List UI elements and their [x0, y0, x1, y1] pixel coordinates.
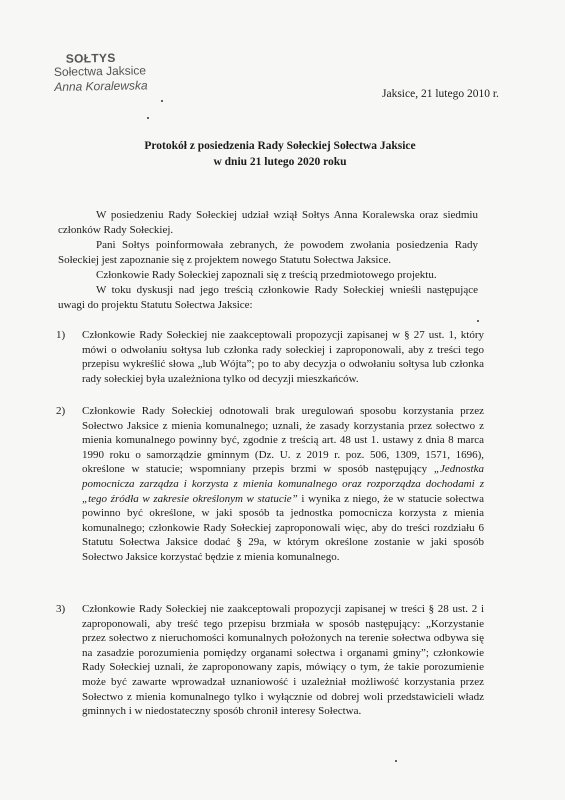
- title-line-2: w dniu 21 lutego 2020 roku: [213, 156, 347, 168]
- place-date: Jaksice, 21 lutego 2010 r.: [382, 88, 499, 100]
- item-text: Członkowie Rady Sołeckiej nie zaakceptowali propozycji zapisanej w § 27 ust. 1, który mówi o odwołaniu sołtysa lub członka rady sołeckiej i zaproponowali, aby z treści tego przepisu wykreślić słowa „lub Wójta”; po to aby decyzja o odwołaniu sołtysa lub członka rady sołeckiej była uzależniona tylko od decyzji mieszkańców.: [82, 329, 484, 385]
- speck-mark: [147, 117, 149, 119]
- paragraph-review: Członkowie Rady Sołeckiej zapoznali się z treścią przedmiotowego projektu.: [96, 269, 437, 281]
- item-number: 1): [56, 329, 66, 341]
- stamp-title: SOŁTYS: [65, 50, 116, 66]
- paragraph-purpose: Pani Sołtys poinformowała zebranych, że powodem zwołania posiedzenia Rady Sołeckiej jest zapoznanie się z projektem nowego Statutu Sołectwa Jaksice.: [58, 239, 478, 266]
- item-text-part-b: i wynika z niego, że w statucie sołectwa powinno być określone, w jaki sposób ta jednostka pomocnicza korzysta z mienia komunalnego; członkowie Rady Sołeckiej zaproponowali więc, aby do treści rozdziału 6 Statutu Sołectwa Jaksice dodać § 29a, w którym określone zostanie w jaki sposób Sołectwo Jaksice korzystać będzie z mienia komunalnego.: [82, 492, 485, 563]
- remark-item-3: [56, 602, 484, 719]
- speck-mark: [395, 760, 397, 762]
- item-text-part-a: Członkowie Rady Sołeckiej odnotowali brak uregulowań sposobu korzystania przez Sołectwo Jaksice z mienia komunalnego; uznali, że zasady korzystania przez sołectwo z mienia komunalnego powinny być, zgodnie z treścią art. 48 ust 1. ustawy z dnia 8 marca 1990 roku o samorządzie gminnym (Dz. U. z 2019 r. poz. 506, 1309, 1571, 1696), określone w statucie; wspomniany przepis brzmi w sposób następujący: [82, 405, 484, 476]
- paragraph-attendance: W posiedzeniu Rady Sołeckiej udział wziął Sołtys Anna Koralewska oraz siedmiu członków Rady Sołeckiej.: [58, 209, 478, 236]
- document-title: [130, 138, 430, 170]
- remark-item-2: [56, 404, 484, 565]
- paragraph-discussion: W toku dyskusji nad jego treścią członkowie Rady Sołeckiej wnieśli następujące uwagi do projektu Statutu Sołectwa Jaksice:: [58, 284, 478, 311]
- item-number: 3): [56, 603, 66, 615]
- intro-text: [58, 208, 478, 313]
- item-text: [82, 404, 484, 565]
- item-text: Członkowie Rady Sołeckiej nie zaakceptowali propozycji zapisanej w treści § 28 ust. 2 i zaproponowali, aby treść tego przepisu brzmiała w sposób następujący: „Korzystanie przez sołectwo z nieruchomości komunalnych położonych na terenie sołectwa odbywa się na zasadzie porozumienia pomiędzy organami sołectwa i organami gminy”; członkowie Rady Sołeckiej uznali, że zaproponowany zapis, mówiący o tym, że takie porozumienie może być zawarte wprowadzał uznaniowość i uzależniał możliwość korzystania przez Sołectwo z mienia komunalnego tylko i wyłącznie od dobrej woli przedstawicieli władz gminnych i w niedostateczny sposób chronił interesy Sołectwa.: [82, 603, 484, 718]
- item-number: 2): [56, 405, 66, 417]
- speck-mark: [161, 100, 163, 102]
- soltys-stamp: [54, 51, 165, 94]
- stamp-unit: Sołectwa Jaksice: [53, 63, 147, 79]
- remark-item-1: [56, 328, 484, 386]
- statute-quote: „Jednostka pomocnicza zarządza i korzysta z mienia komunalnego oraz rozporządza dochodami z „tego źródła w zakresie określonym w statucie”: [82, 463, 484, 505]
- speck-mark: [477, 320, 479, 322]
- stamp-name: Anna Koralewska: [54, 78, 148, 94]
- title-line-1: Protokół z posiedzenia Rady Sołeckiej Sołectwa Jaksice: [144, 140, 416, 152]
